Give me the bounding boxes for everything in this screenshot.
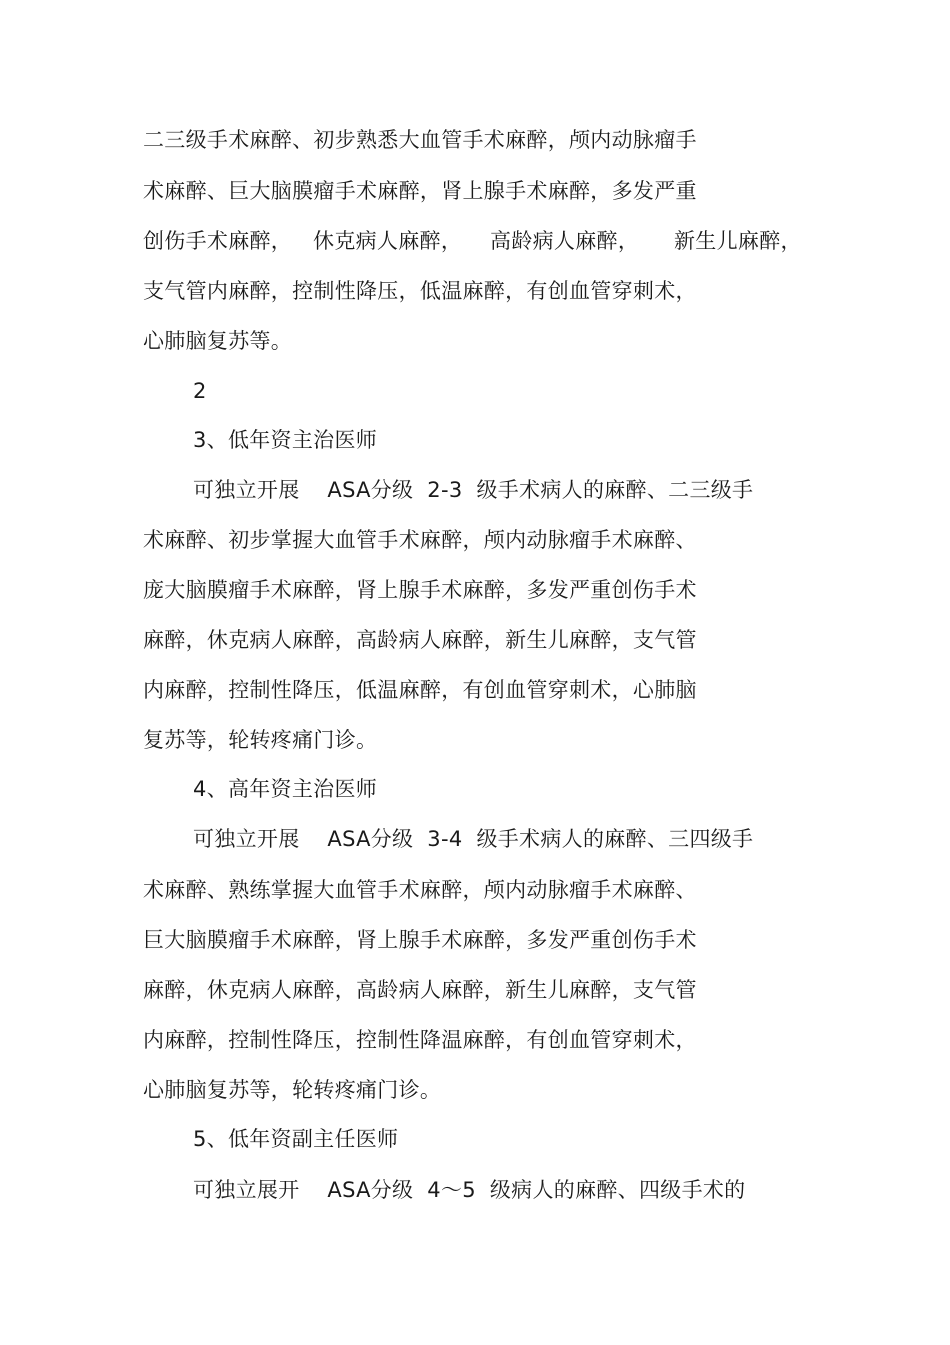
- text-line-1: 二三级手术麻醉、初步熟悉大血管手术麻醉，颅内动脉瘤手: [143, 128, 697, 152]
- section-heading-4: 4、高年资主治医师: [193, 777, 378, 801]
- section-heading-5: 5、低年资副主任医师: [193, 1127, 399, 1151]
- text-line-2: 术麻醉、巨大脑膜瘤手术麻醉，肾上腺手术麻醉，多发严重: [143, 179, 697, 203]
- text-line-9: 术麻醉、初步掌握大血管手术麻醉，颅内动脉瘤手术麻醉、: [143, 528, 697, 552]
- text-line-17: 巨大脑膜瘤手术麻醉，肾上腺手术麻醉，多发严重创伤手术: [143, 928, 697, 952]
- text-line-8: 可独立开展 ASA分级 2-3 级手术病人的麻醉、二三级手: [193, 478, 754, 502]
- text-line-15: 可独立开展 ASA分级 3-4 级手术病人的麻醉、三四级手: [193, 827, 754, 851]
- text-line-22: 可独立展开 ASA分级 4～5 级病人的麻醉、四级手术的: [193, 1178, 746, 1202]
- text-line-18: 麻醉，休克病人麻醉，高龄病人麻醉，新生儿麻醉，支气管: [143, 978, 697, 1002]
- text-line-10: 庞大脑膜瘤手术麻醉，肾上腺手术麻醉，多发严重创伤手术: [143, 578, 697, 602]
- section-heading-3: 3、低年资主治医师: [193, 428, 378, 452]
- text-line-11: 麻醉，休克病人麻醉，高龄病人麻醉，新生儿麻醉，支气管: [143, 628, 697, 652]
- text-line-5: 心肺脑复苏等。: [143, 329, 293, 353]
- text-line-12: 内麻醉，控制性降压，低温麻醉，有创血管穿刺术，心肺脑: [143, 678, 697, 702]
- text-line-13: 复苏等，轮转疼痛门诊。: [143, 728, 378, 752]
- page-number: 2: [193, 379, 207, 403]
- text-line-4: 支气管内麻醉，控制性降压，低温麻醉，有创血管穿刺术，: [143, 279, 697, 303]
- text-line-19: 内麻醉，控制性降压，控制性降温麻醉，有创血管穿刺术，: [143, 1028, 697, 1052]
- text-line-16: 术麻醉、熟练掌握大血管手术麻醉，颅内动脉瘤手术麻醉、: [143, 878, 697, 902]
- text-line-3: 创伤手术麻醉， 休克病人麻醉， 高龄病人麻醉， 新生儿麻醉，: [143, 229, 802, 253]
- text-line-20: 心肺脑复苏等，轮转疼痛门诊。: [143, 1078, 442, 1102]
